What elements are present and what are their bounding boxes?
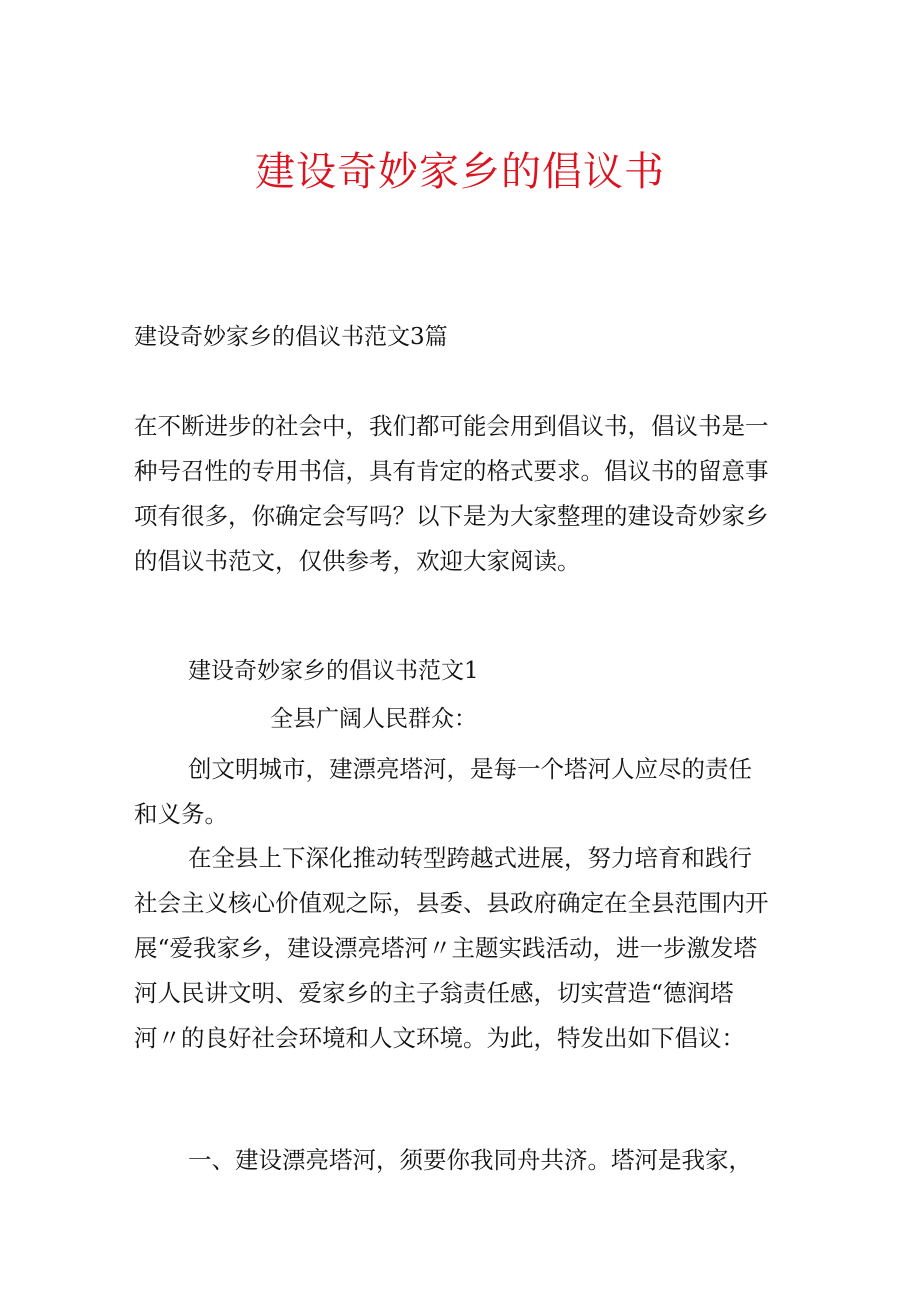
intro-line: 项有很多，你确定会写吗？以下是为大家整理的建设奇妙家乡 (134, 502, 769, 530)
document-title: 建设奇妙家乡的倡议书 (255, 149, 665, 195)
body-paragraph-3 (134, 1138, 794, 1183)
salutation: 全县广阔人民群众： (270, 706, 477, 732)
paragraph-line: 创文明城市，建漂亮塔河，是每一个塔河人应尽的责任 (188, 755, 752, 783)
body-paragraph-2 (134, 836, 794, 1061)
paragraph-line: 在全县上下深化推动转型跨越式进展，努力培育和践行 (188, 844, 752, 872)
intro-line: 的倡议书范文，仅供参考，欢迎大家阅读。 (134, 547, 581, 575)
intro-paragraph (134, 404, 794, 584)
intro-line: 种号召性的专用书信，具有肯定的格式要求。倡议书的留意事 (134, 457, 769, 485)
section-heading: 建设奇妙家乡的倡议书范文1 (188, 658, 479, 684)
paragraph-line: 河〃的良好社会环境和人文环境。为此，特发出如下倡议： (134, 1024, 745, 1052)
paragraph-line: 河人民讲文明、爱家乡的主子翁责任感，切实营造“德润塔 (134, 979, 734, 1007)
paragraph-line: 社会主义核心价值观之际，县委、县政府确定在全县范围内开 (134, 889, 769, 917)
paragraph-line: 和义务。 (134, 800, 228, 828)
intro-line: 在不断进步的社会中，我们都可能会用到倡议书，倡议书是一 (134, 412, 769, 440)
paragraph-line: 一、建设漂亮塔河，须要你我同舟共济。塔河是我家， (188, 1146, 752, 1174)
paragraph-line: 展“爱我家乡，建设漂亮塔河〃主题实践活动，进一步激发塔 (134, 934, 758, 962)
body-paragraph-1 (134, 747, 794, 837)
document-subtitle: 建设奇妙家乡的倡议书范文3篇 (134, 324, 448, 350)
